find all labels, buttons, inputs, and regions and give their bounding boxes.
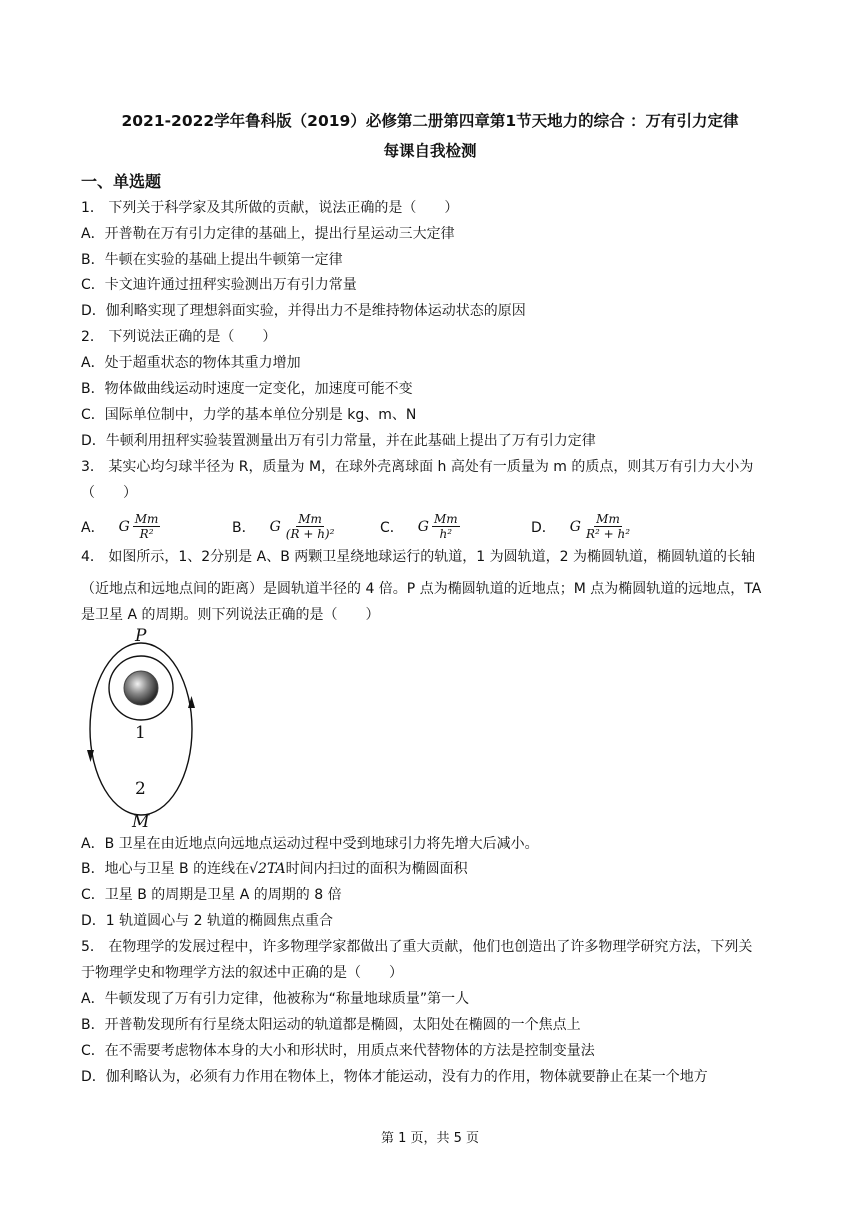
label-orbit-2: 2 — [135, 779, 146, 799]
gravity-constant: G — [417, 518, 429, 535]
q4-option-c: C．卫星 B 的周期是卫星 A 的周期的 8 倍 — [81, 887, 342, 903]
q2-option-c: C．国际单位制中，力学的基本单位分别是 kg、m、N — [81, 407, 417, 423]
numerator: Mm — [596, 512, 620, 526]
option-b-prefix: B．地心与卫星 B 的连线在 — [81, 861, 250, 877]
option-label: C． — [380, 519, 404, 536]
q2-stem: 2． 下列说法正确的是（ ） — [81, 329, 277, 345]
denominator: (R + h)² — [285, 527, 335, 541]
q5-option-a: A．牛顿发现了万有引力定律，他被称为“称量地球质量”第一人 — [81, 991, 470, 1007]
q4-stem-line1: 4． 如图所示，1、2分别是 A、B 两颗卫星绕地球运行的轨道，1 为圆轨道，2 为椭圆轨道，椭圆轨道的长轴 — [81, 549, 755, 565]
q1-option-d: D．伽利略实现了理想斜面实验，并得出力不是维持物体运动状态的原因 — [81, 303, 526, 319]
option-label: B． — [232, 519, 256, 536]
q5-option-d: D．伽利略认为，必须有力作用在物体上，物体才能运动，没有力的作用，物体就要静止在某一个地方 — [81, 1069, 708, 1085]
q3-option-b — [232, 512, 336, 541]
q4-stem-line2: （近地点和远地点间的距离）是圆轨道半径的 4 倍。P 点为椭圆轨道的近地点；M 点为椭圆轨道的远地点，TA — [81, 581, 762, 597]
label-p: P — [135, 626, 147, 646]
q2-option-d: D．牛顿利用扭秤实验装置测量出万有引力常量，并在此基础上提出了万有引力定律 — [81, 433, 596, 449]
denominator: h² — [439, 527, 453, 541]
q5-stem-line2: 于物理学史和物理学方法的叙述中正确的是（ ） — [81, 965, 403, 981]
formula-fraction — [284, 512, 337, 541]
gravity-constant: G — [118, 518, 130, 535]
gravity-constant: G — [269, 518, 281, 535]
label-m: M — [132, 812, 150, 832]
option-label: A． — [81, 519, 105, 536]
q4-option-a: A．B 卫星在由近地点向远地点运动过程中受到地球引力将先增大后减小。 — [81, 836, 539, 852]
q3-stem-line1: 3． 某实心均匀球半径为 R，质量为 M，在球外壳离球面 h 高处有一质量为 m 的质点，则其万有引力大小为 — [81, 459, 754, 475]
orbit-diagram — [80, 626, 210, 832]
label-orbit-1: 1 — [135, 723, 146, 743]
section-heading: 一、单选题 — [81, 172, 162, 191]
denominator: R² + h² — [585, 527, 631, 541]
option-label: D． — [531, 519, 556, 536]
formula-fraction — [584, 512, 632, 541]
q4-stem-line3: 是卫星 A 的周期。则下列说法正确的是（ ） — [81, 607, 380, 623]
q3-option-d — [531, 512, 632, 541]
q1-stem: 1． 下列关于科学家及其所做的贡献，说法正确的是（ ） — [81, 200, 459, 216]
option-b-suffix: 时间内扫过的面积为椭圆面积 — [285, 861, 468, 877]
sqrt-formula: √2TA — [249, 861, 286, 877]
numerator: Mm — [298, 512, 322, 526]
document-title-line1: 2021-2022学年鲁科版（2019）必修第二册第四章第1节天地力的综合 ：万有引力定律 — [121, 112, 739, 130]
q3-stem-line2: （ ） — [81, 485, 137, 501]
denominator: R² — [139, 527, 154, 541]
q1-option-a: A．开普勒在万有引力定律的基础上，提出行星运动三大定律 — [81, 226, 455, 242]
q5-option-c: C．在不需要考虑物体本身的大小和形状时，用质点来代替物体的方法是控制变量法 — [81, 1043, 595, 1059]
gravity-constant: G — [569, 518, 581, 535]
numerator: Mm — [433, 512, 458, 526]
earth-icon — [124, 671, 158, 705]
q3-option-c — [380, 512, 460, 541]
formula-fraction — [133, 512, 161, 541]
q2-option-b: B．物体做曲线运动时速度一定变化，加速度可能不变 — [81, 381, 413, 397]
numerator: Mm — [134, 512, 159, 526]
q3-option-a — [81, 512, 160, 541]
page-footer: 第 1 页，共 5 页 — [380, 1131, 480, 1146]
formula-fraction — [432, 512, 460, 541]
q4-option-d: D．1 轨道圆心与 2 轨道的椭圆焦点重合 — [81, 913, 333, 929]
q4-option-b — [81, 859, 468, 879]
q5-stem-line1: 5． 在物理学的发展过程中，许多物理学家都做出了重大贡献，他们也创造出了许多物理学研究方法，下列关 — [81, 939, 753, 955]
q2-option-a: A．处于超重状态的物体其重力增加 — [81, 355, 301, 371]
document-title-line2: 每课自我检测 — [383, 142, 477, 160]
q5-option-b: B．开普勒发现所有行星绕太阳运动的轨道都是椭圆，太阳处在椭圆的一个焦点上 — [81, 1017, 581, 1033]
q1-option-b: B．牛顿在实验的基础上提出牛顿第一定律 — [81, 252, 343, 268]
q1-option-c: C．卡文迪许通过扭秤实验测出万有引力常量 — [81, 277, 357, 293]
